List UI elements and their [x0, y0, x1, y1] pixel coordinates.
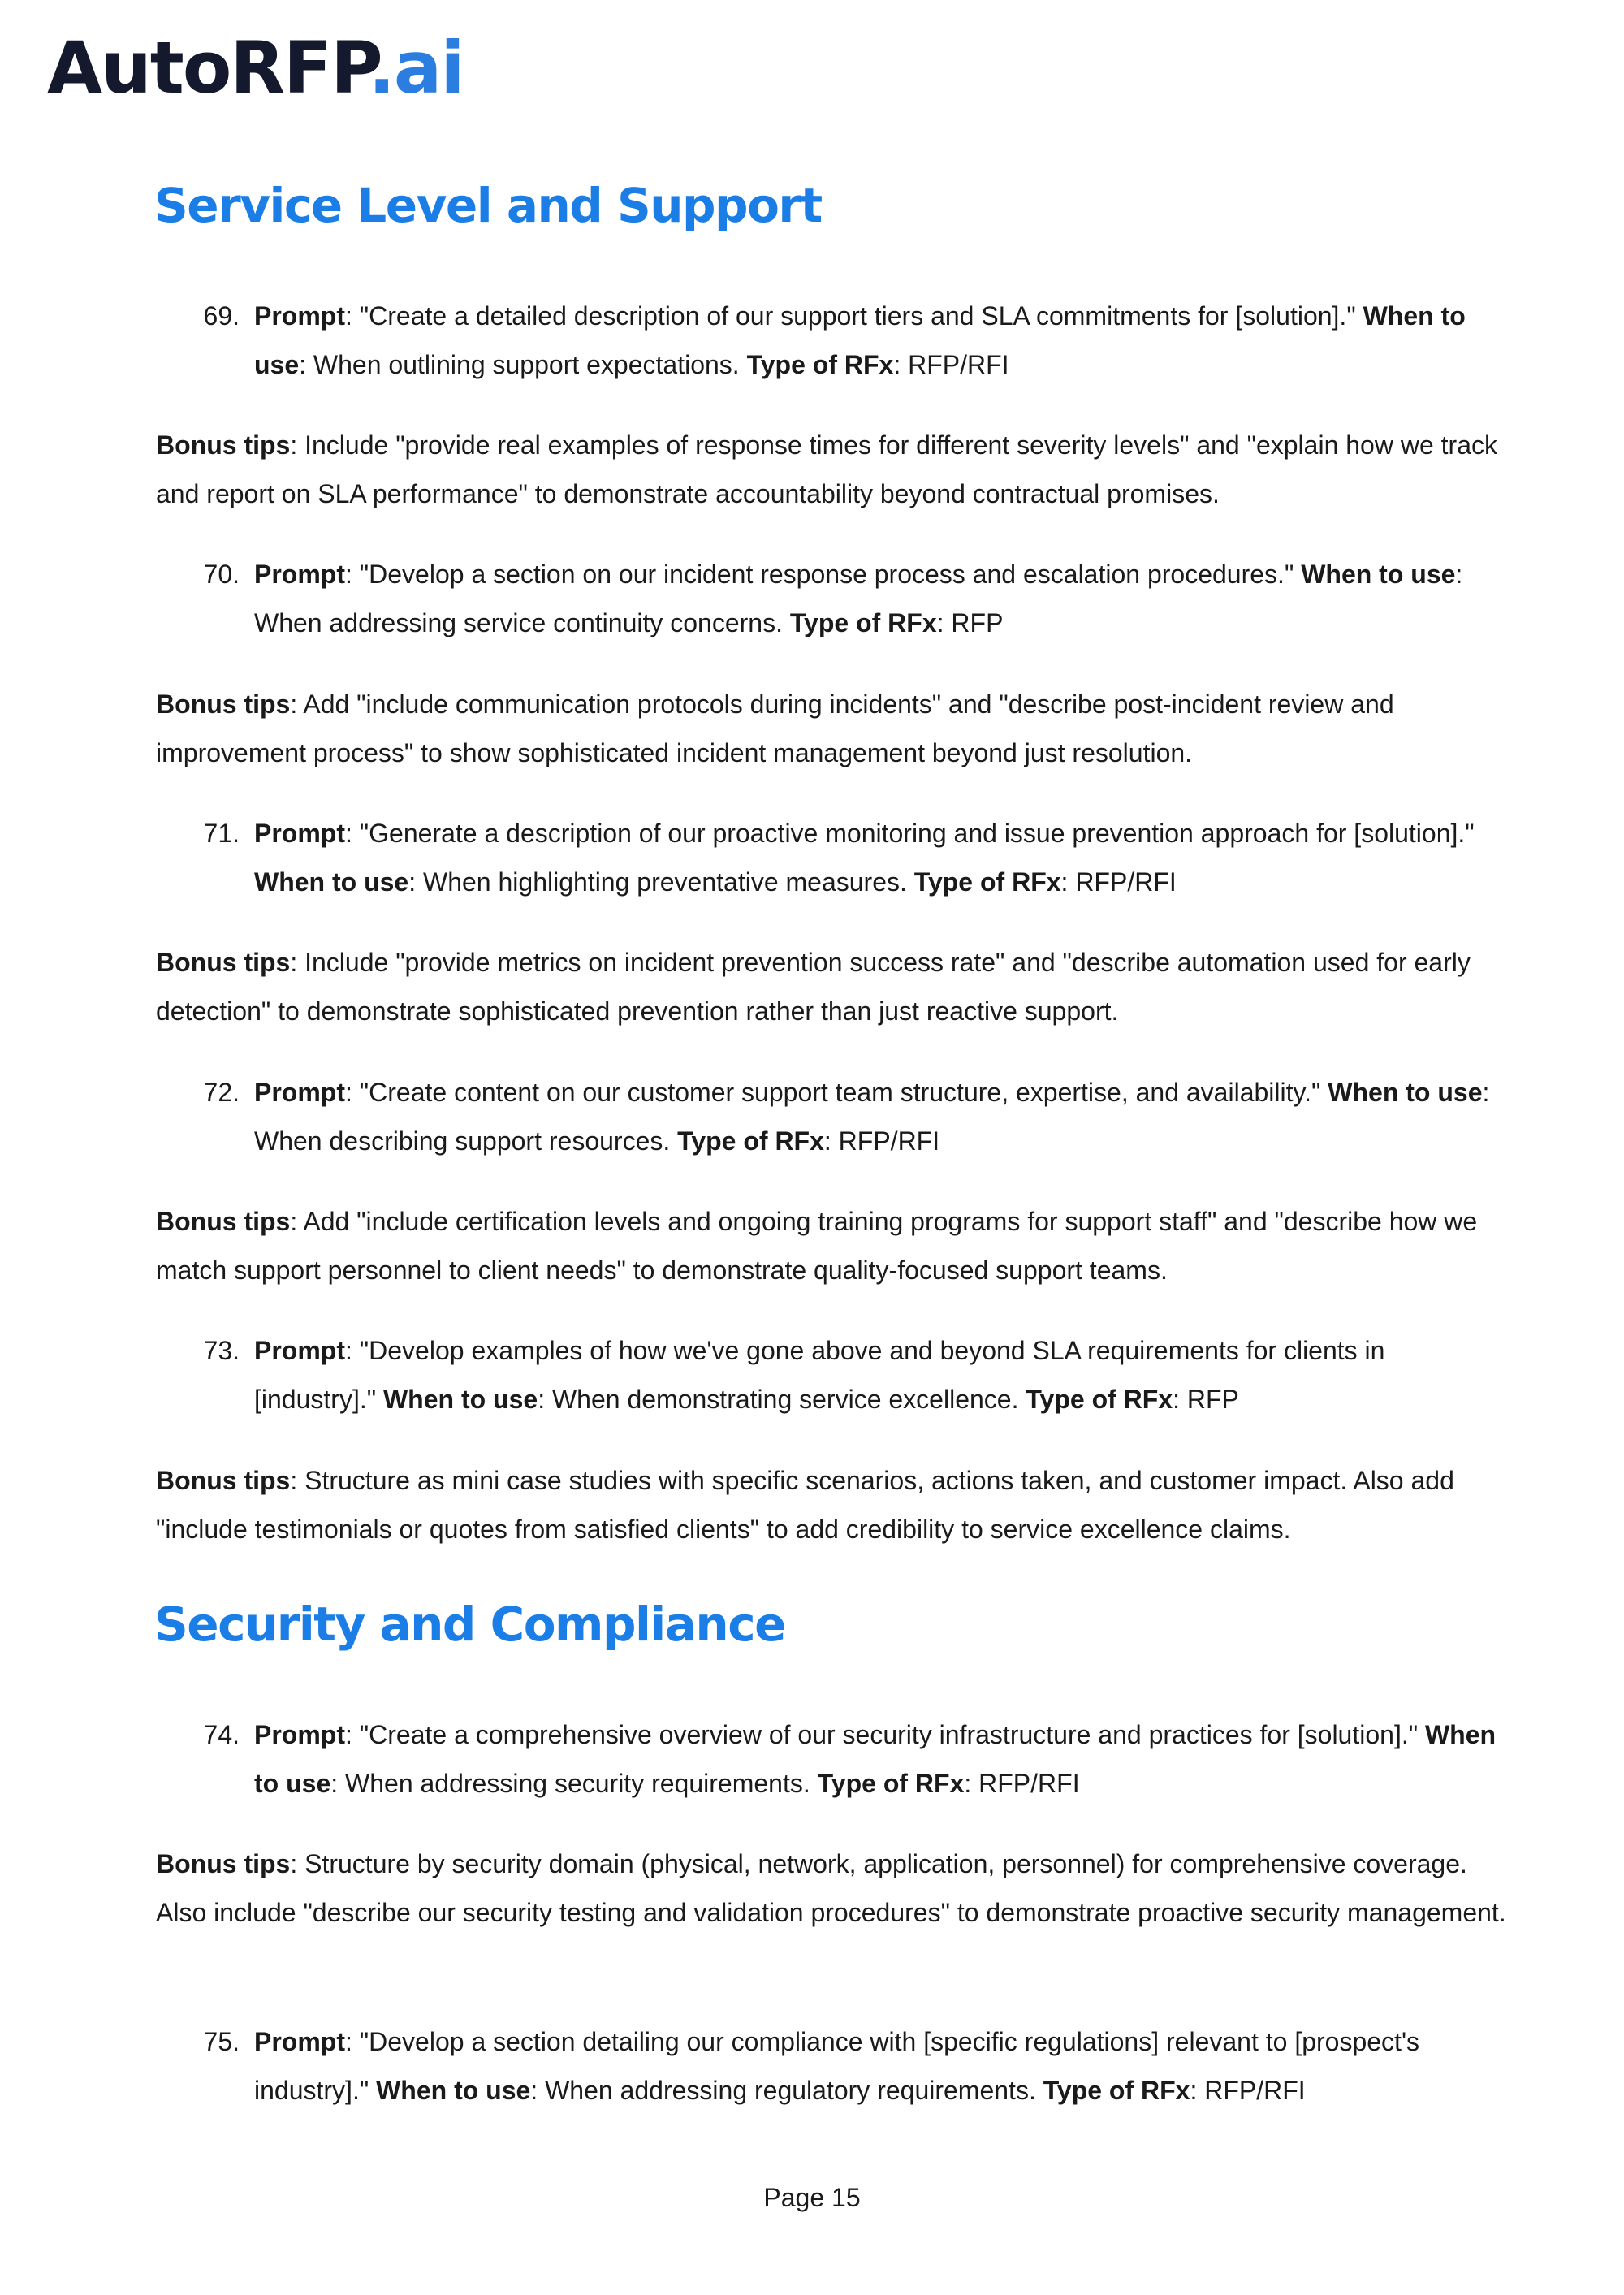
section-heading-service-level: Service Level and Support	[154, 178, 822, 233]
item-number: 75.	[203, 2027, 240, 2056]
item-body	[254, 550, 1502, 647]
tips-label: Bonus tips	[156, 1207, 291, 1236]
item-number: 72.	[203, 1078, 240, 1107]
prompt-label: Prompt	[254, 2027, 345, 2056]
prompt-text: : "Develop examples of how we've gone above and beyond SLA requirements for clients in [industry]."	[254, 1336, 1385, 1414]
when-text: : When outlining support expectations.	[299, 350, 747, 379]
item-number: 71.	[203, 819, 240, 848]
when-label: When to use	[376, 2076, 531, 2105]
item-body	[254, 2017, 1502, 2115]
item-body	[254, 292, 1502, 389]
when-text: : When addressing service continuity concerns.	[254, 560, 1463, 638]
bonus-tips-73	[156, 1456, 1514, 1554]
list-item-72	[203, 1068, 1502, 1165]
tips-text: : Include "provide real examples of response times for different severity levels" and "explain how we track and report on SLA performance" to demonstrate accountability beyond contractual promises.	[156, 430, 1497, 508]
item-body	[254, 1068, 1502, 1165]
tips-label: Bonus tips	[156, 1466, 291, 1495]
tips-text: : Add "include communication protocols during incidents" and "describe post-incident review and improvement process" to show sophisticated incident management beyond just resolution.	[156, 689, 1394, 767]
when-label: When to use	[382, 1385, 538, 1414]
bonus-tips-70	[156, 680, 1514, 777]
page-number: Page 15	[763, 2183, 861, 2212]
list-item-75	[203, 2017, 1502, 2115]
bonus-tips-69	[156, 421, 1514, 518]
list-item-70	[203, 550, 1502, 647]
tips-label: Bonus tips	[156, 430, 291, 460]
bonus-tips-71	[156, 938, 1514, 1035]
when-text: : When addressing security requirements.	[330, 1769, 818, 1798]
when-label: When to use	[1328, 1078, 1483, 1107]
rfx-label: Type of RFx	[677, 1126, 824, 1156]
prompt-label: Prompt	[254, 1720, 345, 1749]
rfx-label: Type of RFx	[817, 1769, 965, 1798]
tips-label: Bonus tips	[156, 1849, 291, 1878]
autorfp-logo	[47, 26, 464, 110]
bonus-tips-72	[156, 1197, 1514, 1294]
rfx-text: : RFP/RFI	[1060, 867, 1177, 897]
prompt-text: : "Develop a section detailing our compliance with [specific regulations] relevant to [prospect's industry]."	[254, 2027, 1420, 2105]
prompt-label: Prompt	[254, 560, 345, 589]
tips-text: : Structure by security domain (physical, network, application, personnel) for comprehensive coverage. Also include "describe our security testing and validation procedures" to demonstrate proactive security management.	[156, 1849, 1506, 1927]
when-label: When to use	[1301, 560, 1456, 589]
list-item-73	[203, 1326, 1502, 1424]
item-number: 70.	[203, 560, 240, 589]
prompt-label: Prompt	[254, 301, 345, 331]
prompt-text: : "Develop a section on our incident response process and escalation procedures."	[345, 560, 1302, 589]
logo-main: AutoRFP	[47, 26, 369, 110]
rfx-label: Type of RFx	[789, 608, 937, 638]
prompt-text: : "Create a detailed description of our support tiers and SLA commitments for [solution]."	[345, 301, 1363, 331]
prompt-label: Prompt	[254, 1078, 345, 1107]
prompt-text: : "Create content on our customer support team structure, expertise, and availability."	[345, 1078, 1328, 1107]
rfx-label: Type of RFx	[1026, 1385, 1173, 1414]
rfx-text: : RFP	[1173, 1385, 1239, 1414]
rfx-label: Type of RFx	[746, 350, 894, 379]
rfx-text: : RFP/RFI	[823, 1126, 940, 1156]
list-item-69	[203, 292, 1502, 389]
item-number: 69.	[203, 301, 240, 331]
item-body	[254, 1326, 1502, 1424]
section-heading-security: Security and Compliance	[154, 1597, 785, 1652]
prompt-text: : "Create a comprehensive overview of our security infrastructure and practices for [solution]."	[345, 1720, 1425, 1749]
item-number: 73.	[203, 1336, 240, 1365]
when-text: : When demonstrating service excellence.	[538, 1385, 1026, 1414]
rfx-label: Type of RFx	[1043, 2076, 1190, 2105]
list-item-71	[203, 809, 1502, 906]
tips-label: Bonus tips	[156, 948, 291, 977]
tips-text: : Include "provide metrics on incident prevention success rate" and "describe automation used for early detection" to demonstrate sophisticated prevention rather than just reactive support.	[156, 948, 1471, 1026]
rfx-text: : RFP/RFI	[964, 1769, 1080, 1798]
prompt-label: Prompt	[254, 1336, 345, 1365]
bonus-tips-74	[156, 1839, 1514, 1937]
logo-suffix: .ai	[368, 26, 464, 110]
tips-text: : Structure as mini case studies with specific scenarios, actions taken, and customer impact. Also add "include testimonials or quotes from satisfied clients" to add credibility to service excellence claims.	[156, 1466, 1454, 1544]
prompt-label: Prompt	[254, 819, 345, 848]
rfx-label: Type of RFx	[914, 867, 1061, 897]
item-body	[254, 1710, 1502, 1808]
tips-label: Bonus tips	[156, 689, 291, 719]
when-label: When to use	[254, 867, 409, 897]
rfx-text: : RFP/RFI	[893, 350, 1009, 379]
rfx-text: : RFP	[936, 608, 1004, 638]
item-body	[254, 809, 1502, 906]
rfx-text: : RFP/RFI	[1190, 2076, 1306, 2105]
when-text: : When describing support resources.	[254, 1078, 1490, 1156]
list-item-74	[203, 1710, 1502, 1808]
when-text: : When addressing regulatory requirements.	[530, 2076, 1043, 2105]
prompt-text: : "Generate a description of our proactive monitoring and issue prevention approach for [solution]."	[345, 819, 1475, 848]
when-label: When to use	[254, 1720, 1497, 1798]
when-label: When to use	[254, 301, 1466, 379]
item-number: 74.	[203, 1720, 240, 1749]
tips-text: : Add "include certification levels and ongoing training programs for support staff" and "describe how we match support personnel to client needs" to demonstrate quality-focused support teams.	[156, 1207, 1478, 1285]
when-text: : When highlighting preventative measures.	[408, 867, 914, 897]
